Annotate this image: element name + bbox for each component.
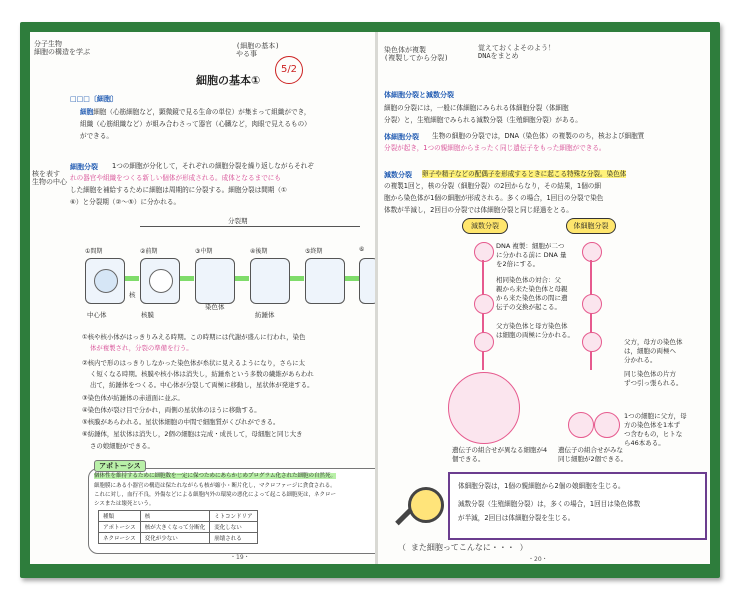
apoptosis-text-3: これに対し，血行不良，外傷などによる細胞内外の環境の悪化によって起こる細胞死は，ネクロー	[94, 492, 337, 498]
label-nuclear-membrane: 核膜	[141, 311, 154, 319]
cell-interphase	[85, 258, 125, 304]
cell-daughter	[359, 258, 375, 304]
label-chromosome: 染色体	[205, 303, 225, 311]
arrow-icon	[180, 276, 194, 281]
section-division-text-4: ⑥）と分裂期（②〜⑤）に分かれる。	[70, 198, 181, 206]
arrow-icon	[235, 276, 249, 281]
mitosis-label: 体細胞分裂	[566, 218, 616, 234]
list-item: ⑥紡錘体，星状体は消失し，2個の細胞は完成・成長して，母細胞と同じ大き	[82, 430, 303, 438]
side-note: は，細胞の両極へ	[624, 347, 676, 355]
stage-label-2: ②前期	[140, 248, 158, 255]
handwriting-top-left: 染色体が複製 (複製してから分裂)	[384, 46, 449, 62]
section-text-1b: 分裂）と，生殖細胞でみられる減数分裂（生殖細胞分裂）がある。	[384, 116, 582, 124]
table-header-row	[99, 511, 258, 522]
page-title: 細胞の基本①	[196, 74, 261, 87]
note: 父方染色体と母方染色体	[496, 322, 568, 330]
magnifier-handle-icon	[395, 508, 413, 526]
section-division-text-3: した細胞を補給するために細胞は周期的に分裂する。細胞分裂は間期（①	[70, 186, 287, 194]
meiosis-cell	[474, 242, 494, 262]
side-note: 父方，母方の染色体	[624, 338, 683, 346]
note: 伝子の交換が起こる。	[496, 303, 561, 311]
list-item: ④染色体が裂け目で分かれ，両側の星状体のほうに移動する。	[82, 406, 261, 414]
page-number: ・19・	[230, 554, 250, 561]
mitosis-cell	[582, 332, 602, 352]
section-text-2: 生物の細胞の分裂では，DNA（染色体）の複製ののち，核および細胞質	[432, 132, 645, 140]
note: DNA 複製：細胞が二つ	[496, 242, 565, 250]
side-note: つ含むもの，ヒトな	[624, 430, 683, 438]
cell-prophase	[140, 258, 180, 304]
note: は細胞の両極に分かれる。	[496, 331, 574, 339]
cell-metaphase	[195, 258, 235, 304]
nucleus-shape	[149, 269, 173, 293]
summary-line-3: が半減，2回目は体細胞分裂を生じる。	[458, 514, 575, 522]
mitosis-diagram	[85, 246, 375, 326]
bottom-note-left: 遺伝子の組合せが異なる細胞が4個できる。	[452, 446, 548, 463]
table-cell: 核が大きくなって分断化	[140, 522, 210, 533]
section-cell-heading: □□□〔細胞〕	[70, 95, 118, 103]
page-number: ・20・	[528, 556, 548, 563]
meiosis-division-circle	[448, 372, 520, 444]
section-text-3b: の複製1回と，核の分裂（細胞分裂）の2回からなり，その結果，1個の細	[384, 182, 601, 190]
magnifier-icon	[408, 487, 444, 523]
note: に分かれる前に DNA 量	[496, 251, 567, 259]
table-row	[99, 522, 258, 533]
cell-term: 細胞	[80, 108, 94, 116]
summary-box	[448, 472, 707, 540]
stage-label-1: ①間期	[85, 248, 103, 255]
stage-label-5: ⑤終期	[305, 248, 323, 255]
handwriting-left-margin: 核を表す 生物の中心	[32, 170, 67, 186]
mitosis-daughter-cell	[594, 412, 620, 438]
note: 親から来た染色体と母親	[496, 285, 568, 293]
cell-anaphase	[250, 258, 290, 304]
section-text-3	[422, 168, 626, 180]
section-text-2b	[384, 142, 606, 154]
stage-label-6: ⑥	[359, 246, 365, 253]
table-header-cell: 核	[140, 511, 210, 522]
table-cell: 変化しない	[210, 522, 257, 533]
section-text-3d: 体数が半減し，2回目の分裂では体細胞分裂と同じ経過をとる。	[384, 206, 573, 214]
list-item: 出て，紡錘体をつくる。中心体が分裂して両極に移動し，星状体が発達する。	[90, 381, 314, 389]
list-item	[90, 343, 193, 354]
table-header-cell: ミトコンドリア	[210, 511, 257, 522]
date-circle: 5/2	[275, 56, 303, 84]
list-item: く短くなる時期。核膜や核小体は消失し，紡錘糸という多数の繊維があらわれ	[90, 370, 314, 378]
arrow-icon	[125, 276, 139, 281]
section-highlight: 分裂が起き，1つの親細胞からまったく同じ遺伝子をもった細胞ができる。	[384, 144, 606, 152]
side-note: 分かれる。	[624, 356, 657, 364]
arrow-icon	[345, 276, 359, 281]
stage-label-3: ③中期	[195, 248, 213, 255]
phase-bracket	[140, 226, 360, 227]
apoptosis-text-1	[94, 472, 375, 481]
section-head-2: 体細胞分裂	[384, 133, 419, 141]
handwriting-bottom: （ また細胞ってこんなに・・・ ）	[398, 543, 528, 552]
table-cell: 崩壊される	[210, 533, 257, 544]
book-frame	[20, 22, 720, 578]
division-highlight: れの器官や組織をつくる新しい個体が形成される。成体となるまでにも	[70, 174, 281, 182]
nucleus-shape	[94, 269, 118, 293]
section-cell-text-3: ができる。	[80, 132, 113, 140]
meiosis-flow-line	[482, 260, 484, 370]
cell-telophase	[305, 258, 345, 304]
section-division-heading: 細胞分裂	[70, 163, 98, 171]
bottom-note-right: 遺伝子の組合せがみな同じ細胞が2個できる。	[558, 446, 628, 463]
label-spindle: 紡錘体	[255, 311, 275, 319]
handwriting-top-mid: (細胞の基本) やる事	[236, 42, 280, 58]
side-note: ら46本ある。	[624, 439, 665, 447]
apoptosis-table	[98, 510, 258, 544]
label-nucleolus: 核	[129, 291, 136, 299]
section-text-3c: 胞から染色体が1個の細胞が形成される。多くの場合，1回目の分裂で染色	[384, 194, 604, 202]
cell-sentence-1: 細胞（心筋細胞など，顕微鏡で見る生命の単位）が集まって組織ができ，	[93, 108, 311, 116]
table-cell: ネクローシス	[99, 533, 141, 544]
list-item: ②核内で形のはっきりしなかった染色体が糸状に見えるようになり，さらに太	[82, 359, 306, 367]
mitosis-cell	[582, 242, 602, 262]
list-item: さの娘細胞ができる。	[90, 442, 154, 450]
table-row	[99, 533, 258, 544]
list-item: ⑤核膜があらわれる。星状体細胞の中間で細胞質がくびれができる。	[82, 418, 280, 426]
note: 相同染色体の対合：父	[496, 276, 561, 284]
label-centrosome: 中心体	[87, 311, 107, 319]
list-item: ①核や核小体がはっきりみえる時期。この時期には代謝が盛んに行われ，染色	[82, 333, 306, 341]
list-highlight: 体が複製され，分裂の準備を行う。	[90, 344, 193, 352]
list-item: ③染色体が紡錘体の赤道面に並ぶ。	[82, 394, 184, 402]
section-cell-text-2: 組織（心筋組織など）が組み合わさって器官（心臓など，肉眼で見えるもの）	[80, 120, 311, 128]
section-head-1: 体細胞分裂と減数分裂	[384, 91, 454, 99]
stage-label-4: ④後期	[250, 248, 268, 255]
summary-line-1: 体細胞分裂は，1個の親細胞から2個の娘細胞を生じる。	[458, 482, 625, 490]
note: から来た染色体の間に遺	[496, 294, 568, 302]
meiosis-cell	[474, 332, 494, 352]
apoptosis-text-2: 細胞膜にある小器官の構造は保たれながらも核が縮小・断片化し，マクロファージに貪食される。	[94, 483, 336, 489]
left-page	[30, 32, 375, 564]
handwriting-top-left: 分子生物 細胞の構造を学ぶ	[34, 40, 90, 56]
mitosis-flow-line	[590, 260, 592, 370]
apoptosis-text-4: シスまたは壊死という。	[94, 501, 155, 507]
side-note: 同じ染色体の片方	[624, 370, 676, 378]
section-text-1: 細胞の分裂には，一般に体細胞にみられる体細胞分裂（体細胞	[384, 104, 569, 112]
apoptosis-highlight: 個体性を維持するために細胞数を一定に保つためにあらかじめプログラム化された細胞の自然死。	[94, 473, 336, 479]
mitosis-daughter-cell	[568, 412, 594, 438]
summary-line-2: 減数分裂（生殖細胞分裂）は，多くの場合，1回目は染色体数	[458, 500, 641, 508]
side-note: ずつ引っ張られる。	[624, 379, 683, 387]
side-note: 1つの細胞に父方，母	[624, 412, 687, 420]
section-highlight: 卵子や精子などの配偶子を形成するときに起こる特殊な分裂。染色体	[422, 170, 627, 178]
section-division-text-1: 1つの細胞が分化して，それぞれの細胞分裂を繰り返しながらそれぞ	[112, 162, 314, 170]
meiosis-cell	[474, 294, 494, 314]
section-head-3: 減数分裂	[384, 171, 412, 179]
arrow-icon	[290, 276, 304, 281]
right-page	[378, 32, 710, 564]
table-cell: アポトーシス	[99, 522, 141, 533]
side-note: 方の染色体を1本ず	[624, 421, 681, 429]
section-division-text-2	[70, 172, 281, 184]
phase-group-label: 分裂期	[228, 217, 248, 225]
table-cell: 変化が少ない	[140, 533, 210, 544]
section-cell-text-1	[80, 106, 311, 118]
apoptosis-title: アポトーシス	[94, 460, 146, 472]
table-header-cell: 種類	[99, 511, 141, 522]
note: を2倍にする。	[496, 260, 540, 268]
handwriting-top: 覚えておくよそのよう！ DNAをまとめ	[478, 44, 555, 60]
meiosis-label: 減数分裂	[462, 218, 508, 234]
mitosis-cell	[582, 294, 602, 314]
